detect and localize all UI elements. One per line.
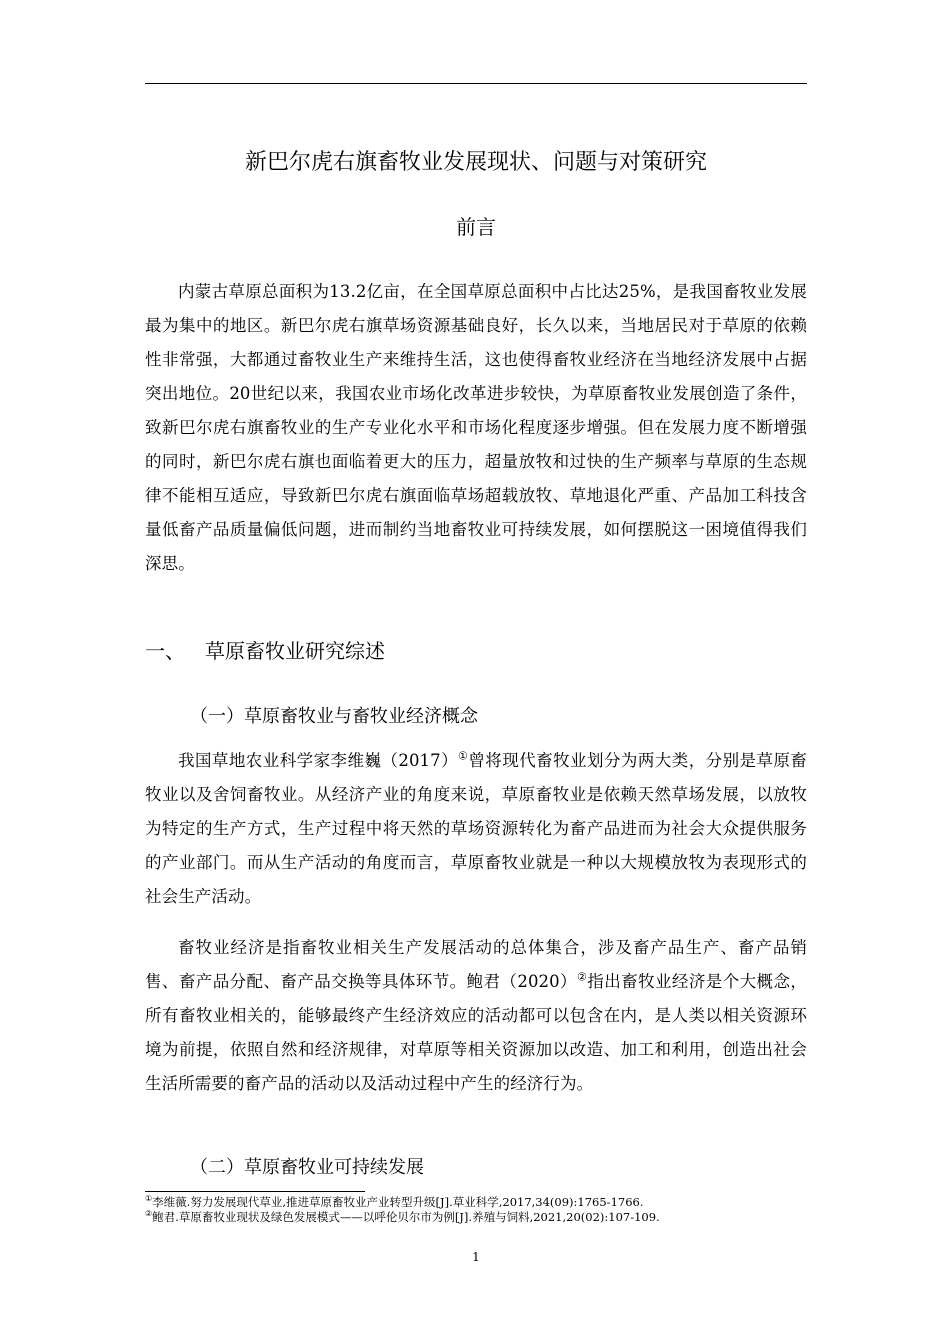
footnote-text: 鲍君.草原畜牧业现状及绿色发展模式——以呼伦贝尔市为例[J].养殖与饲料,2021,20(02):107-109. <box>152 1210 660 1224</box>
paragraph-text: 指出畜牧业经济是个大概念，所有畜牧业相关的，能够最终产生经济效应的活动都可以包含在内，是人类以相关资源环境为前提，依照自然和经济规律，对草原等相关资源加以改造、加工和利用，创造出社会生活所需要的畜产品的活动以及活动过程中产生的经济行为。 <box>145 972 807 1093</box>
footnote-mark: ② <box>145 1209 153 1219</box>
paragraph-text: 我国草地农业科学家李维巍（2017） <box>178 751 459 770</box>
footnote-text: 李维薇.努力发展现代草业,推进草原畜牧业产业转型升级[J].草业科学,2017,34(09):1765-1766. <box>152 1195 644 1209</box>
section-heading-1 <box>145 636 385 666</box>
paragraph-text: 畜牧业经济是指畜牧业相关生产发展活动的总体集合，涉及畜产品生产、畜产品销售、畜产品分配、畜产品交换等具体环节。鲍君（2020） <box>145 938 807 991</box>
footnote-ref-1[interactable]: ① <box>458 749 469 763</box>
subsection-heading-2: （二）草原畜牧业可持续发展 <box>190 1157 424 1178</box>
paragraph-text: 曾将现代畜牧业划分为两大类，分别是草原畜牧业以及舍饲畜牧业。从经济产业的角度来说，草原畜牧业是依赖天然草场发展，以放牧为特定的生产方式，生产过程中将天然的草场资源转化为畜产品进而为社会大众提供服务的产业部门。而从生产活动的角度而言，草原畜牧业就是一种以大规模放牧为表现形式的社会生产活动。 <box>145 751 808 906</box>
body-paragraph-2 <box>145 931 807 1101</box>
preface-heading: 前言 <box>456 215 496 239</box>
footnote-ref-2[interactable]: ② <box>577 970 588 984</box>
footnote-separator <box>145 1191 365 1192</box>
paper-title: 新巴尔虎右旗畜牧业发展现状、问题与对策研究 <box>244 150 707 175</box>
subsection-heading-1: （一）草原畜牧业与畜牧业经济概念 <box>190 706 478 727</box>
footnote-1 <box>145 1195 845 1210</box>
footnotes <box>145 1195 845 1225</box>
footnote-2 <box>145 1210 845 1225</box>
page-number: 1 <box>472 1250 480 1264</box>
header-rule <box>145 83 807 84</box>
section-title: 草原畜牧业研究综述 <box>205 639 385 663</box>
section-number: 一、 <box>145 639 185 663</box>
footnote-mark: ① <box>145 1194 153 1204</box>
body-paragraph-1 <box>145 744 807 914</box>
preface-paragraph: 内蒙古草原总面积为13.2亿亩，在全国草原总面积中占比达25%，是我国畜牧业发展最为集中的地区。新巴尔虎右旗草场资源基础良好，长久以来，当地居民对于草原的依赖性非常强，大都通过畜牧业生产来维持生活，这也使得畜牧业经济在当地经济发展中占据突出地位。20世纪以来，我国农业市场化改革进步较快，为草原畜牧业发展创造了条件，致新巴尔虎右旗畜牧业的生产专业化水平和市场化程度逐步增强。但在发展力度不断增强的同时，新巴尔虎右旗也面临着更大的压力，超量放牧和过快的生产频率与草原的生态规律不能相互适应，导致新巴尔虎右旗面临草场超载放牧、草地退化严重、产品加工科技含量低畜产品质量偏低问题，进而制约当地畜牧业可持续发展，如何摆脱这一困境值得我们深思。 <box>145 282 807 573</box>
